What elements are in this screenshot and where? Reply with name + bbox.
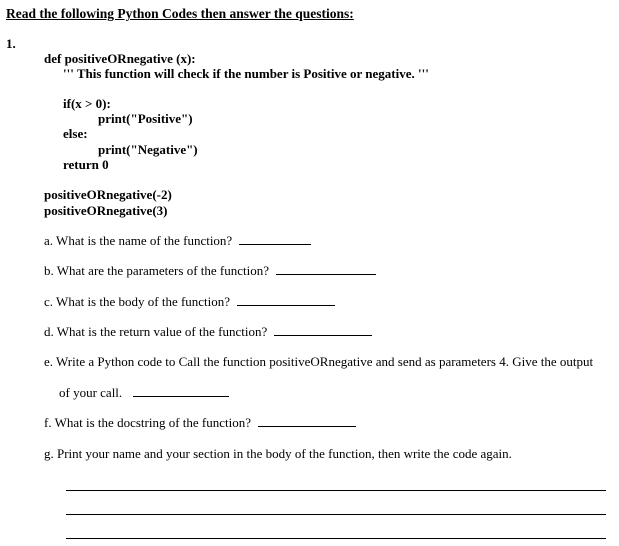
question-text: Print your name and your section in the body of the function, then write the code again. xyxy=(57,446,512,461)
code-line-return: return 0 xyxy=(63,157,109,172)
question-b xyxy=(44,263,376,279)
answer-blank[interactable] xyxy=(274,324,372,336)
answer-line[interactable] xyxy=(66,490,606,491)
answer-blank[interactable] xyxy=(258,415,356,427)
code-line-def: def positiveORnegative (x): xyxy=(44,51,196,66)
question-label: d. xyxy=(44,324,54,339)
code-line-call-1: positiveORnegative(-2) xyxy=(44,187,172,202)
question-d xyxy=(44,324,372,340)
question-text: What is the body of the function? xyxy=(56,294,231,309)
question-text: of your call. xyxy=(59,385,123,400)
question-number: 1. xyxy=(6,36,16,51)
answer-blank[interactable] xyxy=(276,263,376,275)
answer-line[interactable] xyxy=(66,538,606,539)
code-line-print-positive: print("Positive") xyxy=(98,111,193,126)
code-line-print-negative: print("Negative") xyxy=(98,142,198,157)
question-f xyxy=(44,415,356,431)
question-label: a. xyxy=(44,233,54,248)
question-label: f. xyxy=(44,415,52,430)
question-e xyxy=(44,354,593,370)
question-text: Write a Python code to Call the function positiveORnegative and send as parameters 4. Give the output xyxy=(56,354,594,369)
answer-blank[interactable] xyxy=(133,385,229,397)
answer-blank[interactable] xyxy=(237,294,335,306)
question-e-continuation xyxy=(59,385,229,401)
question-g xyxy=(44,446,512,462)
code-line-if: if(x > 0): xyxy=(63,96,111,111)
question-text: What is the return value of the function? xyxy=(56,324,268,339)
code-line-call-2: positiveORnegative(3) xyxy=(44,203,168,218)
question-label: b. xyxy=(44,263,54,278)
code-line-docstring: ''' This function will check if the number is Positive or negative. ''' xyxy=(63,66,429,81)
question-label: g. xyxy=(44,446,54,461)
question-label: e. xyxy=(44,354,54,369)
answer-blank[interactable] xyxy=(239,233,311,245)
question-text: What are the parameters of the function? xyxy=(56,263,269,278)
question-a xyxy=(44,233,311,249)
question-label: c. xyxy=(44,294,54,309)
answer-line[interactable] xyxy=(66,514,606,515)
question-c xyxy=(44,294,335,310)
question-text: What is the docstring of the function? xyxy=(54,415,251,430)
code-line-else: else: xyxy=(63,126,88,141)
worksheet-title: Read the following Python Codes then answer the questions: xyxy=(6,6,354,21)
question-text: What is the name of the function? xyxy=(56,233,233,248)
